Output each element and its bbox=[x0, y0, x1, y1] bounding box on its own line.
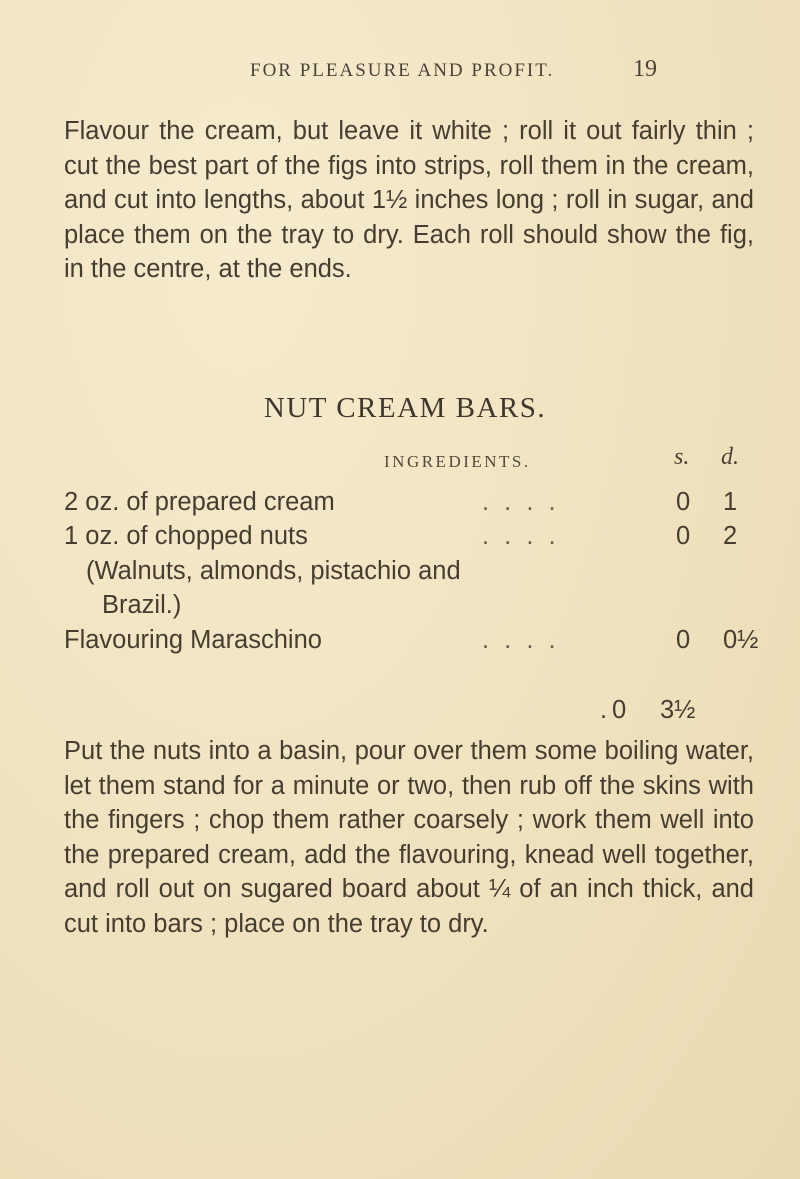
nut-cream-bars-method-paragraph: Put the nuts into a basin, pour over them some boiling water, let them stand for a minute or two, then rub off the skins with the fingers ; chop them rather coarsely ; work them well into the prepared cream, add the flavouring, knead well together, and roll out on sugared board about ¼ of an inch thick, and cut into bars ; place on the tray to dry. bbox=[64, 737, 754, 938]
total-pence: 3½ bbox=[660, 696, 696, 724]
cost-total-row bbox=[600, 696, 760, 730]
running-head bbox=[0, 56, 800, 86]
leader-dots: . . . . bbox=[482, 522, 560, 550]
ingredients-label: INGREDIENTS. bbox=[384, 452, 531, 471]
ingredient-name: 1 oz. of chopped nuts bbox=[64, 522, 308, 550]
leader-dots: . . . . bbox=[482, 488, 560, 516]
running-title: FOR PLEASURE AND PROFIT. bbox=[250, 60, 555, 81]
ingredient-name: Flavouring Maraschino bbox=[64, 626, 322, 654]
pence-column-header: d. bbox=[721, 444, 739, 470]
total-dot: . bbox=[600, 696, 608, 724]
fig-roll-instructions-paragraph: Flavour the cream, but leave it white ; roll it out fairly thin ; cut the best part of the figs into strips, roll them in the cream, and cut into lengths, about 1½ inches long ; roll in sugar, and place them on the tray to dry. Each roll should show the fig, in the centre, at the ends. bbox=[64, 117, 754, 283]
ingredient-shillings: 0 bbox=[676, 488, 691, 516]
ingredient-pence: 2 bbox=[723, 522, 738, 550]
leader-dots: . . . . bbox=[482, 626, 560, 654]
ingredient-pence: 0½ bbox=[723, 626, 759, 654]
recipe-title: NUT CREAM BARS. bbox=[263, 392, 547, 424]
ingredient-shillings: 0 bbox=[676, 522, 691, 550]
ingredient-note: (Walnuts, almonds, pistachio and bbox=[86, 557, 461, 585]
ingredient-note: Brazil.) bbox=[102, 591, 182, 619]
total-shillings: 0 bbox=[612, 696, 627, 724]
ingredient-shillings: 0 bbox=[676, 626, 691, 654]
page-number: 19 bbox=[633, 56, 657, 82]
ingredient-pence: 1 bbox=[723, 488, 738, 516]
shillings-column-header: s. bbox=[674, 444, 690, 470]
ingredient-name: 2 oz. of prepared cream bbox=[64, 488, 335, 516]
